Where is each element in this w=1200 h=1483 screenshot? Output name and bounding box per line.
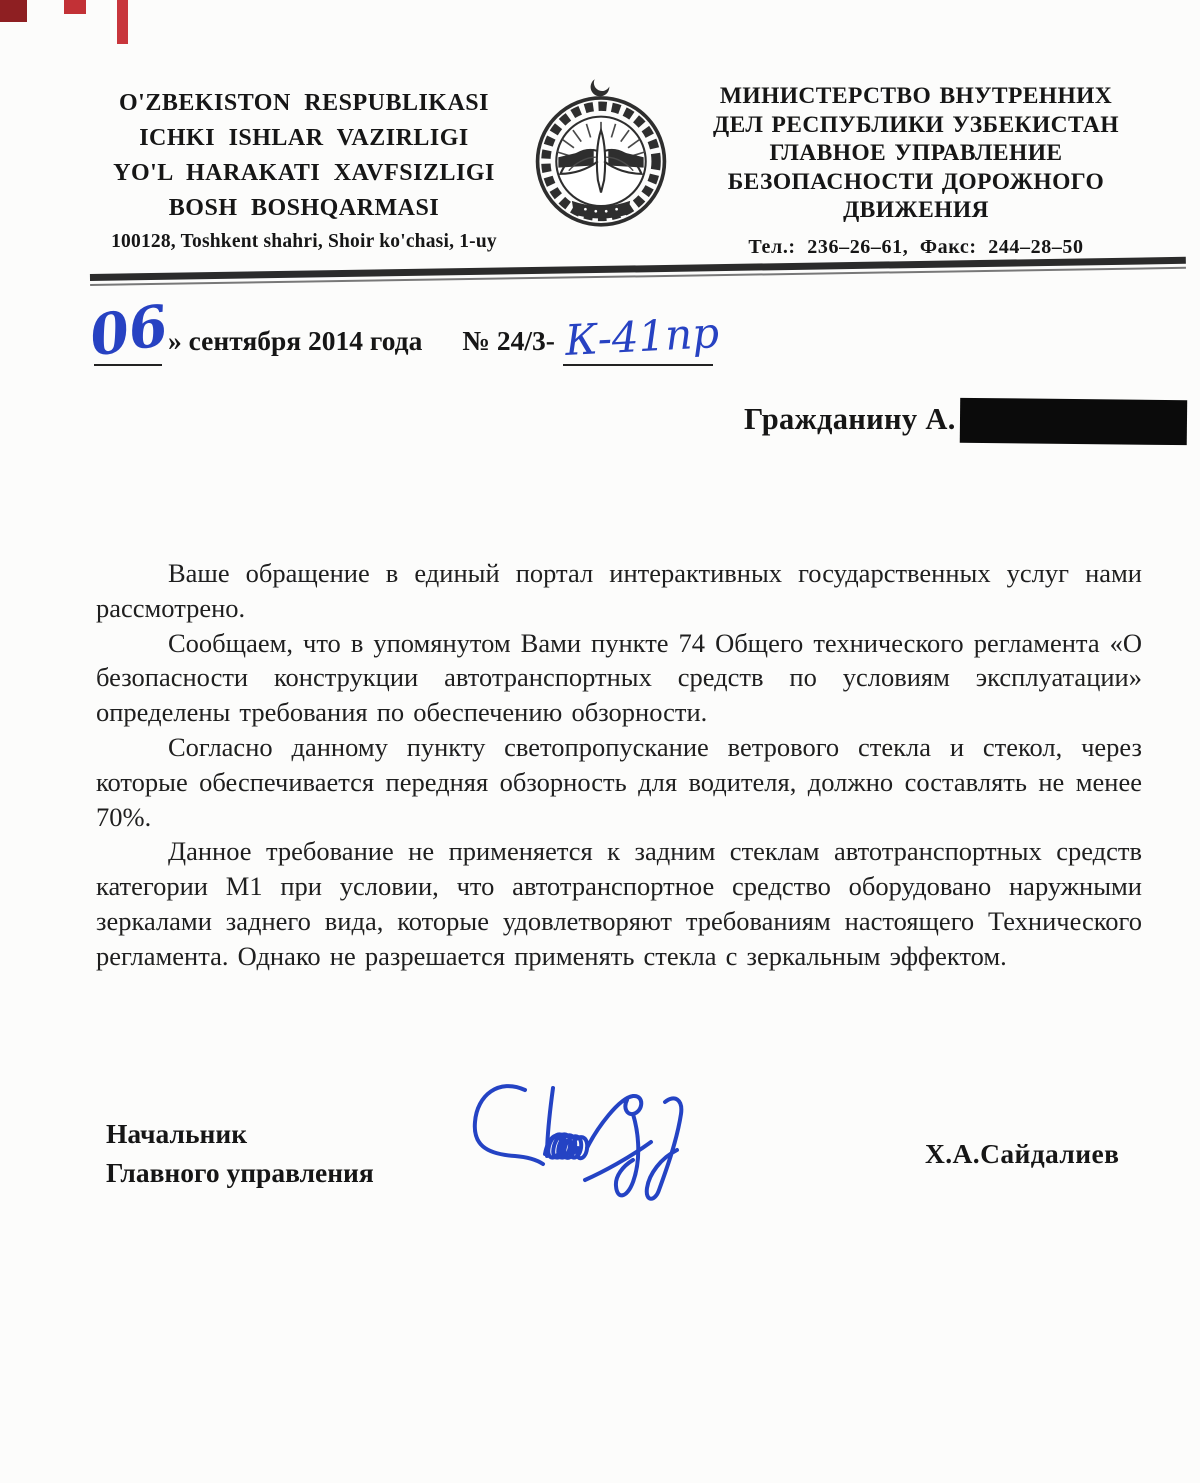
letterhead-uzbek-block xyxy=(88,86,520,253)
body-paragraph: Ваше обращение в единый портал интерактивных государственных услуг нами рассмотрено. xyxy=(96,558,1142,623)
signer-name: Х.А.Сайдалиев xyxy=(925,1138,1120,1169)
corner-scan-mark xyxy=(64,0,86,14)
letterhead-line: БЕЗОПАСНОСТИ ДОРОЖНОГО xyxy=(727,168,1105,195)
letterhead-line: ГЛАВНОЕ УПРАВЛЕНИЕ xyxy=(769,140,1063,166)
signer-position-line1: Начальник xyxy=(106,1118,248,1149)
signature-icon xyxy=(437,1050,737,1240)
handwritten-number: К-41пр xyxy=(563,308,721,365)
corner-scan-mark xyxy=(117,0,128,44)
date-printed-text: » сентября 2014 года xyxy=(168,325,423,356)
letterhead-line: ДВИЖЕНИЯ xyxy=(843,197,989,223)
reference-line xyxy=(85,292,721,370)
letterhead-line: ДЕЛ РЕСПУБЛИКИ УЗБЕКИСТАН xyxy=(713,111,1119,138)
addressee-label: Гражданину А. xyxy=(744,402,956,436)
corner-scan-mark xyxy=(0,0,27,22)
body-paragraph: Данное требование не применяется к задним стеклам автотранспортных средств категории М1 при условии, что автотранспортное средство оборудовано наружными зеркалами заднего вида, которые удовлетворяют требованиям настоящего Технического регламента. Однако не разрешается применять стекла с зеркальным эффектом. xyxy=(96,836,1142,971)
addressee-line xyxy=(744,397,1187,442)
letterhead-line: YO'L HARAKATI XAVFSIZLIGI xyxy=(113,160,495,186)
redaction-box xyxy=(959,398,1186,445)
letterhead-line: ICHKI ISHLAR VAZIRLIGI xyxy=(139,125,469,151)
letterhead-contacts: Тел.: 236–26–61, Факс: 244–28–50 xyxy=(748,235,1084,258)
letterhead-line: МИНИСТЕРСТВО ВНУТРЕННИХ xyxy=(719,83,1113,109)
letterhead-address: 100128, Toshkent shahri, Shoir ko'chasi, 1-uy xyxy=(111,231,497,252)
signer-position-line2: Главного управления xyxy=(106,1157,374,1188)
number-blank-field xyxy=(563,308,721,366)
outgoing-number-prefix: № 24/3- xyxy=(462,325,555,356)
signer-position xyxy=(106,1114,374,1192)
body-paragraph: Согласно данному пункту светопропускание ветрового стекла и стекол, через которые обеспечивается передняя обзорность для водителя, должно составлять не менее 70%. xyxy=(96,731,1142,832)
date-blank-field xyxy=(85,292,173,370)
letterhead-divider xyxy=(90,257,1186,286)
letterhead-uzbek-lines xyxy=(88,86,520,226)
letter-body xyxy=(96,556,1142,974)
letterhead-line: BOSH BOSHQARMASI xyxy=(168,195,440,221)
handwritten-day: 06 xyxy=(85,292,173,370)
letterhead-line: O'ZBEKISTON RESPUBLIKASI xyxy=(118,90,489,116)
body-paragraph: Сообщаем, что в упомянутом Вами пункте 74 Общего технического регламента «О безопасности конструкции автотранспортных средств по условиям эксплуатации» определены требования по обеспечению обзорности. xyxy=(96,627,1142,728)
letterhead-russian-block xyxy=(680,82,1152,259)
letterhead-russian-lines xyxy=(680,82,1152,225)
state-emblem-icon xyxy=(523,74,679,230)
